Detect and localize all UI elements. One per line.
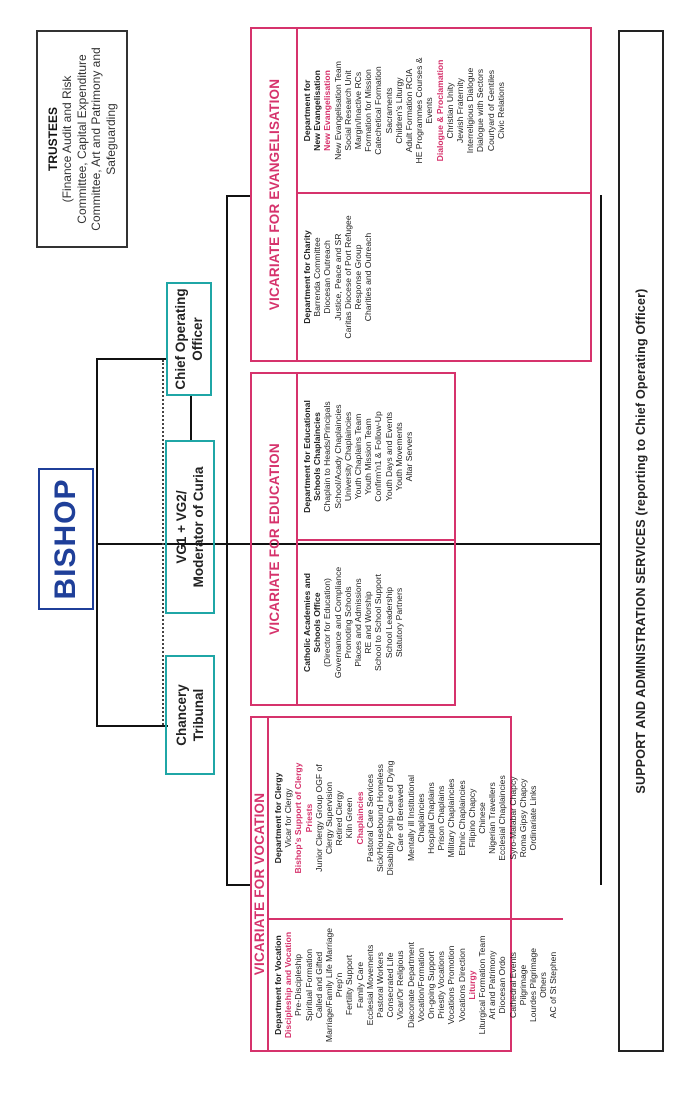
list-item: Art and Patrimony [487,950,498,1020]
list-item: Disability P'ship Care of Dying [385,760,396,876]
list-item: Retired Clergy [334,790,345,846]
list-item: Pastoral Workers [375,952,386,1018]
trustees-line-2: Committee, Capital Expenditure [74,54,89,224]
list-item: Sacraments [383,87,394,134]
list-item: Priests [303,803,314,833]
chief-operating-officer-box [166,282,212,396]
list-item: Others [538,972,549,998]
list-item: Diaconate Department [405,942,416,1028]
list-item: Catechetical Formation [373,66,384,155]
list-item: Youth Days and Events [383,411,394,502]
list-item: Schools Office [312,592,323,653]
list-item: Ecclesial Chaplaincies [497,775,508,861]
list-item: Department for Educational [302,400,312,513]
education-title: VICARIATE FOR EDUCATION [266,443,282,635]
list-item: Mentally ill Institutional [405,775,416,861]
vocation-title: VICARIATE FOR VOCATION [252,792,267,976]
list-item: Formation for Mission [363,69,374,152]
department-for-clergy-column [269,718,563,918]
list-item: Family Care [354,961,365,1009]
list-item: Chaplaincies [415,793,426,843]
list-item: Diocesan Outreach [322,240,333,314]
evangelisation-title: VICARIATE FOR EVANGELISATION [266,78,282,311]
list-item: Promoting Schools [342,586,353,659]
list-item: HE Programmes Courses & [414,57,425,164]
list-item: Vocations Direction [456,948,467,1022]
vg-moderator-box [165,440,215,614]
list-item: Sick/Housebound Homeless [375,764,386,872]
list-item: Altar Servers [404,431,415,482]
list-item: Kiln Green [344,797,355,839]
list-item: Pastoral Care Services [364,774,375,862]
list-item: Liturgy [466,970,477,1000]
list-item: School to School Support [373,574,384,671]
support-connector [600,195,602,885]
list-item: Consecrated Life [385,952,396,1018]
list-item: Roma Gipsy Chapcy [517,778,528,858]
list-item: Response Group [353,244,364,310]
list-item: Barrenda Committee [312,237,323,317]
bus-to-vocation [226,884,250,886]
list-item: Department for Clergy [273,772,283,864]
list-item: Civic Relations [495,82,506,139]
list-item: Confirm'n1 & Follow-Up [373,411,384,502]
schools-office-column [298,539,454,704]
list-item: Jewish Fraternity [455,78,466,143]
list-item: AC of St Stephen [548,951,559,1019]
list-item: Vicar for Clergy [283,788,294,848]
list-item: Chinese [477,802,488,834]
list-item: Filipino Chapcy [466,788,477,848]
list-item: Statutory Partners [393,587,404,658]
list-item: Events [424,97,435,124]
new-evangelisation-column [298,29,590,192]
list-item: Vicar/Or Religious [395,950,406,1020]
coo-line-1: Chief Operating [173,288,188,390]
list-item: Care of Bereaved [395,784,406,852]
chancery-line-2: Tribunal [191,688,206,742]
list-item: Cathedral Events [507,952,518,1018]
list-item: Pilgrimage [517,964,528,1006]
list-item: Clergy Supervision [324,781,335,855]
list-item: Justice, Peace and SR [332,233,343,321]
trustees-title: TRUSTEES [45,107,60,172]
list-item: Bishop's Support of Clergy [293,762,304,874]
list-item: Caritas Diocese of Port Refugee [342,215,353,339]
list-item: Fertility Support [344,954,355,1016]
chancery-tribunal-box [165,655,215,775]
list-item: Margin/Inactive RCs [353,71,364,150]
list-item: Nigerian Travellers [487,782,498,854]
list-item: Catholic Academies and [302,572,312,673]
list-item: Chaplaincies [354,791,365,845]
chancery-line-1: Chancery [174,684,189,746]
list-item: Schools Chaplaincies [312,412,323,501]
list-item: Department for Vocation [273,935,283,1035]
branch-to-coo [96,358,168,360]
list-item: Governance and Compliance [332,566,343,679]
support-label: SUPPORT AND ADMINISTRATION SERVICES (reporting to Chief Operating Officer) [634,288,648,794]
bishop-label: BISHOP [49,478,82,600]
vocation-columns [267,718,563,1050]
dotted-link [162,360,164,725]
list-item: New Evangelisation Team [332,61,343,160]
branch-to-chancery [96,725,168,727]
education-columns [296,374,454,704]
list-item: Youth Mission Team [363,418,374,495]
evangelisation-panel [250,27,592,362]
vocation-panel [250,716,559,1052]
vg-line-1: VG1 + VG2/ [174,490,189,564]
list-item: University Chaplaincies [342,411,353,502]
list-item: New Evangelisation [312,70,323,151]
list-item: Junior Clergy Group OGF of [313,764,324,872]
bishop-box [38,468,94,610]
list-item: Military Chaplaincies [446,778,457,858]
list-item: Syro-Malabar Chapcy [507,776,518,860]
list-item: Department for [302,79,312,142]
list-item: New Evangelisation [322,70,333,151]
list-item: Ordinariate Links [528,785,539,851]
list-item: Places and Admissions [353,578,364,667]
education-panel [250,372,456,706]
list-item: School Leadership [383,586,394,659]
list-item: Christian Unity [444,82,455,139]
list-item: School/Acady Chaplaincies [332,404,343,509]
list-item: Social Research Unit [342,70,353,151]
coo-to-vg-line [190,396,192,440]
list-item: Liturgical Formation Team [477,935,488,1035]
list-item: Courtyard of Gentiles [485,69,496,152]
educational-chaplaincies-column [298,374,454,539]
list-item: Diocesan Ordo [497,956,508,1014]
bishop-branch-vertical [96,358,98,725]
list-item: Dialogue & Proclamation [434,59,445,162]
list-item: Dialogue with Sectors [475,68,486,153]
list-item: Chaplain to Heads/Principals [322,401,333,512]
support-admin-box [618,30,664,1052]
vicariate-bus [226,195,228,885]
list-item: Hospital Chaplains [426,782,437,854]
department-for-charity-column [298,192,590,360]
department-for-vocation-column [269,918,563,1050]
trustees-line-4: Safeguarding [103,103,118,175]
list-item: Discipleship and Vocation [283,931,294,1039]
list-item: Adult Formation RCIA [404,68,415,153]
list-item: (Director for Education) [322,578,333,667]
list-item: On-going Support [426,951,437,1019]
list-item: Lourdes Pilgrimage [528,947,539,1023]
list-item: Pre-Discipleship [293,953,304,1017]
list-item: Called and Gifted [313,951,324,1019]
bus-to-evangelisation [226,195,250,197]
list-item: Youth Movements [393,422,404,491]
trustees-box [36,30,128,248]
list-item: Department for Charity [302,230,312,324]
list-item: Prison Chaplains [436,785,447,851]
trustees-line-3: Committee, Art and Patrimony and [89,47,104,231]
list-item: RE and Worship [363,591,374,654]
evangelisation-columns [296,29,590,360]
trustees-line-1: (Finance Audit and Risk [60,75,75,203]
list-item: Priestly Vocations [436,951,447,1019]
list-item: Youth Chaplains Team [353,413,364,500]
list-item: Ethnic Chaplaincies [456,780,467,856]
vg-line-2: Moderator of Curia [191,466,206,588]
list-item: Marriage/Family Life Marriage [324,927,335,1043]
list-item: Ecclesial Movements [364,944,375,1026]
list-item: Interreligious Dialogue [465,67,476,154]
list-item: Vocation/Formation [415,947,426,1023]
list-item: Charities and Outreach [363,232,374,322]
list-item: Vocations Promotion [446,945,457,1025]
coo-line-2: Officer [190,317,205,361]
list-item: Prep'n [334,972,345,998]
list-item: Spiritual Formation [303,948,314,1022]
list-item: Children's Liturgy [393,77,404,144]
